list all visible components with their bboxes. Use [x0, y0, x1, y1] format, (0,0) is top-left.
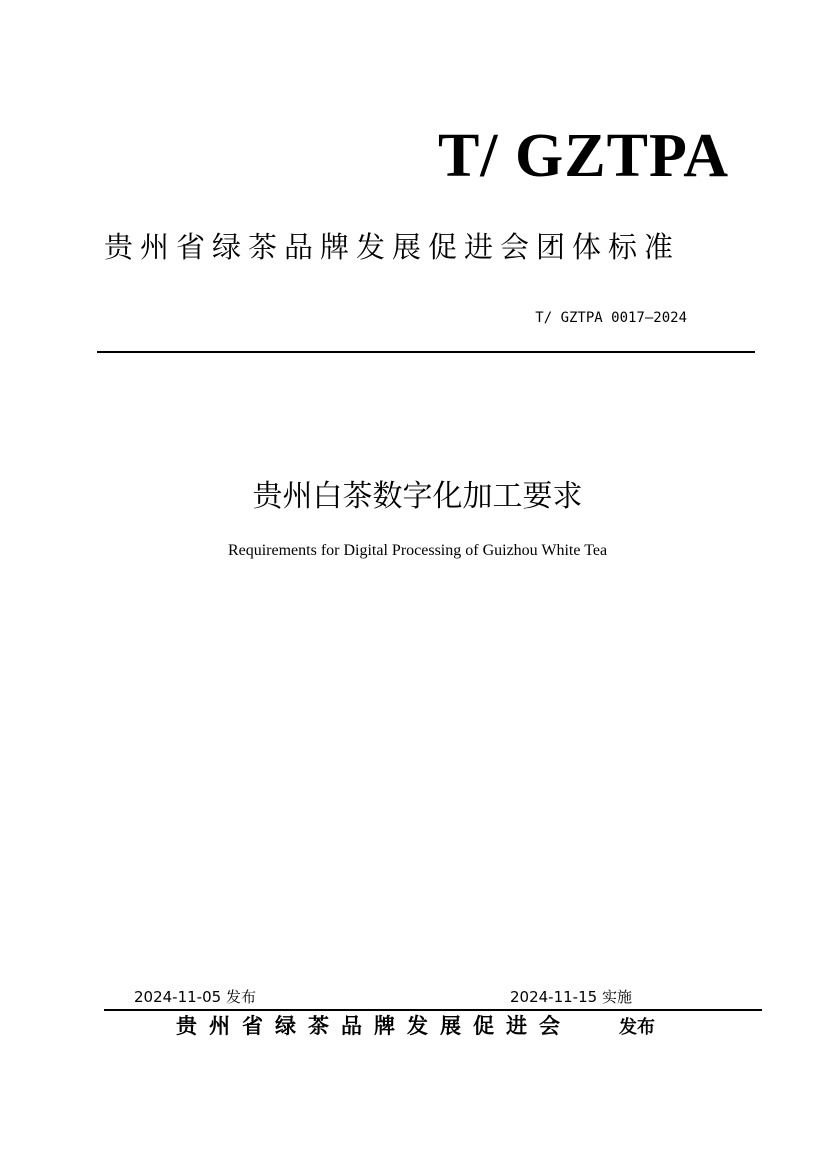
standard-number: T/ GZTPA 0017—2024 [535, 310, 687, 326]
document-title-chinese: 贵州白茶数字化加工要求 [252, 479, 583, 514]
publisher-name: 贵州省绿茶品牌发展促进会 [176, 1014, 572, 1038]
organization-standard-title: 贵州省绿茶品牌发展促进会团体标准 [104, 230, 681, 264]
implement-date: 2024-11-15 实施 [510, 988, 632, 1006]
publish-label: 发布 [619, 1017, 655, 1038]
publish-date: 2024-11-05 发布 [134, 988, 256, 1006]
document-title-english: Requirements for Digital Processing of Guizhou White Tea [227, 542, 608, 559]
top-divider [97, 351, 755, 353]
standard-code: T/ GZTPA [437, 122, 729, 190]
